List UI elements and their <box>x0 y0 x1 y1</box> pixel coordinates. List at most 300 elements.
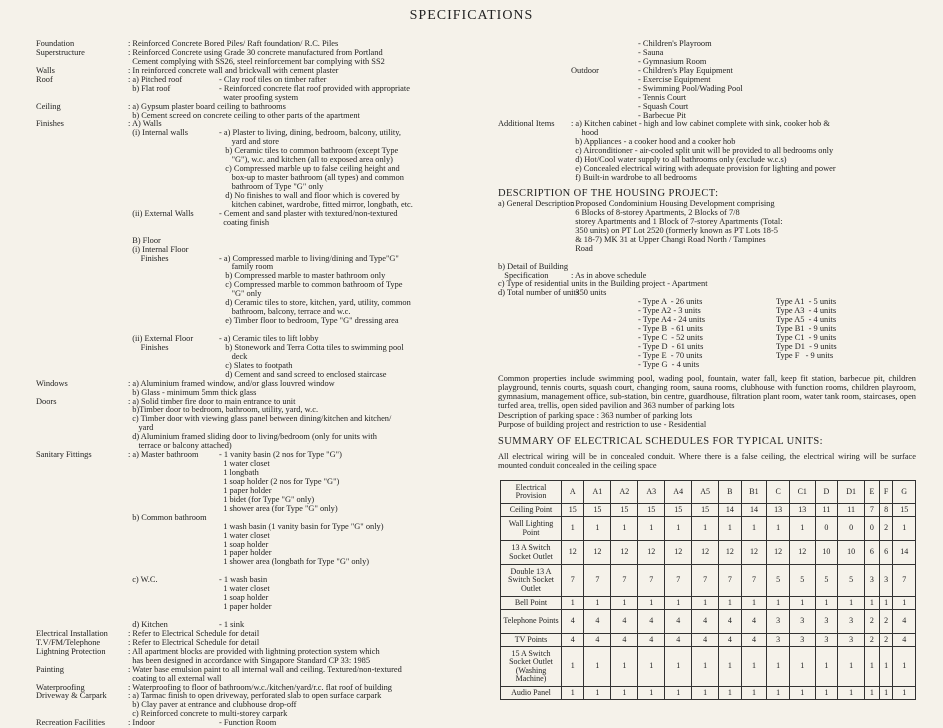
spec-text: b) Clay paver at entrance and clubhouse drop-off <box>128 701 297 710</box>
spec-text: bathroom, balcony, terrace and w.c. <box>219 308 351 317</box>
spec-line <box>36 58 488 67</box>
table-header-row <box>501 481 916 504</box>
table-cell: 1 <box>838 687 865 700</box>
spec-line <box>36 308 488 317</box>
spec-line <box>36 666 488 675</box>
spec-text: b) Stonework and Terra Cotta tiles to swimming pool <box>219 343 404 352</box>
table-cell: 1 <box>692 517 719 541</box>
spec-line <box>36 487 488 496</box>
table-cell: 1 <box>815 647 837 687</box>
spec-line <box>498 325 916 334</box>
spec-text: a) General Description <box>498 200 575 208</box>
spec-line <box>36 621 488 630</box>
table-cell: 1 <box>584 687 611 700</box>
spec-text: B) Floor <box>128 236 161 245</box>
spec-text: e) Timber floor to bedroom, Type "G" dressing area <box>219 317 399 326</box>
table-cell: 1 <box>692 597 719 610</box>
table-cell: 1 <box>584 597 611 610</box>
table-cell: 1 <box>767 517 789 541</box>
spec-text: 1 soap holder (2 nos for Type "G") <box>219 477 340 486</box>
spec-line <box>36 505 488 514</box>
spec-text: : A) Walls <box>128 120 162 129</box>
row-label: Bell Point <box>501 597 562 610</box>
table-cell: 1 <box>767 647 789 687</box>
table-cell: 1 <box>767 687 789 700</box>
spec-line <box>36 371 488 380</box>
table-cell: 7 <box>741 565 767 597</box>
spec-line <box>36 85 488 94</box>
row-label: TV Points <box>501 634 562 647</box>
spec-text: Finishes <box>128 343 169 352</box>
table-cell: 3 <box>815 634 837 647</box>
table-cell: 1 <box>741 647 767 687</box>
spec-line <box>498 120 916 129</box>
spec-line <box>36 514 488 523</box>
spec-text: 350 units) on PT Lot 2520 (formerly known as PT Lots 18-5 <box>571 226 778 235</box>
spec-text: - Sauna <box>638 48 664 57</box>
spec-line <box>36 138 488 147</box>
table-cell: 2 <box>879 610 893 634</box>
spec-line <box>498 218 916 227</box>
spec-text: : a) Aluminium framed window, and/or glass louvred window <box>128 379 335 388</box>
spec-text: : Reinforced Concrete using Grade 30 concrete manufactured from Portland <box>128 48 383 57</box>
table-cell: 13 <box>789 504 815 517</box>
spec-text: e) Concealed electrical wiring with adequate provision for lighting and power <box>571 165 836 174</box>
table-cell: 5 <box>767 565 789 597</box>
table-cell: 1 <box>741 687 767 700</box>
spec-line <box>36 612 488 621</box>
column-header: A1 <box>584 481 611 504</box>
spec-line <box>498 85 916 94</box>
spec-line <box>36 272 488 281</box>
spec-line <box>498 209 916 218</box>
table-cell: 1 <box>719 687 741 700</box>
spec-line <box>36 67 488 76</box>
table-cell: 4 <box>665 610 692 634</box>
table-cell: 1 <box>638 517 665 541</box>
spec-line <box>36 40 488 49</box>
spec-text: c) Type of residential units in the Building project - Apartment <box>498 280 708 289</box>
spec-text: b) Appliances - a cooker hood and a cooker hob <box>571 138 736 147</box>
spec-text: Type A5 - 4 units <box>776 316 837 325</box>
table-cell: 4 <box>741 610 767 634</box>
table-cell: 1 <box>611 517 638 541</box>
spec-text: - Exercise Equipment <box>638 75 711 84</box>
table-cell: 1 <box>665 687 692 700</box>
table-cell: 1 <box>665 517 692 541</box>
column-header: A4 <box>665 481 692 504</box>
table-cell: 1 <box>815 687 837 700</box>
row-label: Telephone Points <box>501 610 562 634</box>
table-cell: 4 <box>893 610 916 634</box>
table-cell: 4 <box>741 634 767 647</box>
table-cell: 13 <box>767 504 789 517</box>
column-header: B1 <box>741 481 767 504</box>
spec-text: Type D1 - 9 units <box>776 343 837 351</box>
spec-line <box>498 289 916 298</box>
table-cell: 3 <box>789 610 815 634</box>
spec-line <box>36 183 488 192</box>
spec-text: : a) Master bathroom <box>128 451 199 460</box>
spec-text: 1 longbath <box>219 469 259 477</box>
spec-line <box>498 227 916 236</box>
spec-text: 1 paper holder <box>219 603 272 612</box>
spec-text: d) Cement and sand screed to enclosed staircase <box>219 370 387 379</box>
table-cell: 4 <box>638 610 665 634</box>
housing-description <box>498 200 916 370</box>
spec-text: : In reinforced concrete wall and brickwall with cement plaster <box>128 66 339 75</box>
table-cell: 8 <box>879 504 893 517</box>
table-cell: 3 <box>767 634 789 647</box>
spec-line <box>498 165 916 174</box>
table-cell: 12 <box>741 541 767 565</box>
column-header: Electrical Provision <box>501 481 562 504</box>
spec-text: d) Kitchen <box>128 620 168 629</box>
spec-text: b) Glass - minimum 5mm thick glass <box>128 388 257 397</box>
building-purpose: Purpose of building project and restriction to use - Residential <box>498 419 707 429</box>
recreation-additional-items <box>498 40 916 183</box>
spec-line <box>36 380 488 389</box>
table-cell: 1 <box>789 647 815 687</box>
spec-line <box>498 147 916 156</box>
spec-text: - Type D - 61 units <box>638 343 704 351</box>
table-cell: 15 <box>611 504 638 517</box>
table-cell: 12 <box>611 541 638 565</box>
spec-line <box>498 129 916 138</box>
spec-text: family room <box>219 263 274 272</box>
spec-line <box>498 58 916 67</box>
spec-line <box>498 236 916 245</box>
spec-line <box>498 200 916 209</box>
table-cell: 5 <box>838 565 865 597</box>
spec-text: Road <box>571 244 593 253</box>
spec-text: Painting <box>36 665 64 674</box>
spec-text: 1 water closet <box>219 585 270 594</box>
table-cell: 4 <box>611 634 638 647</box>
spec-text: yard and store <box>219 138 280 147</box>
table-cell: 1 <box>611 687 638 700</box>
table-cell: 1 <box>741 517 767 541</box>
table-cell: 1 <box>893 517 916 541</box>
spec-line <box>36 657 488 666</box>
spec-text: b) Common bathroom <box>128 513 207 522</box>
table-cell: 12 <box>562 541 584 565</box>
table-cell: 7 <box>584 565 611 597</box>
column-header: E <box>865 481 880 504</box>
spec-text: Type F - 9 units <box>776 351 834 360</box>
spec-text: - a) Ceramic tiles to lift lobby <box>219 334 319 343</box>
table-cell: 12 <box>638 541 665 565</box>
table-cell: 2 <box>865 634 880 647</box>
table-cell: 10 <box>838 541 865 565</box>
column-header: C1 <box>789 481 815 504</box>
table-cell: 5 <box>789 565 815 597</box>
table-cell: 15 <box>562 504 584 517</box>
spec-line <box>36 165 488 174</box>
spec-line <box>498 94 916 103</box>
table-cell: 1 <box>562 687 584 700</box>
table-cell: 12 <box>665 541 692 565</box>
spec-text: - Function Room <box>219 719 277 728</box>
spec-text: yard <box>128 424 154 433</box>
page-title: SPECIFICATIONS <box>409 8 534 23</box>
table-cell: 1 <box>741 597 767 610</box>
spec-text: - 1 wash basin <box>219 576 268 585</box>
spec-line <box>36 317 488 326</box>
table-cell: 7 <box>611 565 638 597</box>
table-cell: 4 <box>611 610 638 634</box>
table-cell: 3 <box>838 634 865 647</box>
table-cell: 3 <box>838 610 865 634</box>
spec-line <box>36 532 488 541</box>
table-cell: 15 <box>584 504 611 517</box>
spec-text: : a) Pitched roof <box>128 75 183 84</box>
spec-text: coating to all external wall <box>128 674 222 683</box>
spec-line <box>498 156 916 165</box>
table-cell: 7 <box>562 565 584 597</box>
table-cell: 14 <box>719 504 741 517</box>
table-cell: 1 <box>638 687 665 700</box>
spec-line <box>498 352 916 361</box>
spec-line <box>36 701 488 710</box>
spec-text: : All apartment blocks are provided with lightning protection system which <box>128 647 380 656</box>
table-cell: 1 <box>562 517 584 541</box>
spec-text: c) Timber door with viewing glass panel between dining/kitchen and kitchen/ <box>128 415 392 424</box>
row-label: 15 A Switch Socket Outlet (Washing Machine) <box>501 647 562 687</box>
table-cell: 1 <box>789 517 815 541</box>
specifications-right-column <box>498 40 916 470</box>
table-cell: 4 <box>692 610 719 634</box>
table-row <box>501 634 916 647</box>
spec-text: : 350 units <box>571 289 607 298</box>
spec-text: - Reinforced concrete flat roof provided with appropriate <box>219 84 410 93</box>
spec-text: - 1 sink <box>219 620 245 629</box>
table-cell: 4 <box>562 634 584 647</box>
spec-line <box>498 272 916 281</box>
table-row <box>501 504 916 517</box>
spec-text: Cement complying with SS26, steel reinforcement bar complying with SS2 <box>128 57 385 66</box>
spec-text: : a) Solid timber fire door to main entrance to unit <box>128 397 296 406</box>
spec-text: - Tennis Court <box>638 93 687 102</box>
parking-description: Description of parking space : 363 number of parking lots <box>498 410 693 420</box>
spec-line <box>36 290 488 299</box>
column-header: C <box>767 481 789 504</box>
spec-text: : a) Gypsum plaster board ceiling to bathrooms <box>128 102 286 111</box>
spec-line <box>36 201 488 210</box>
spec-line <box>36 103 488 112</box>
table-cell: 1 <box>611 597 638 610</box>
spec-text: bathroom of Type "G" only <box>219 183 324 191</box>
spec-line <box>36 719 488 728</box>
table-cell: 1 <box>665 597 692 610</box>
row-label: Audio Panel <box>501 687 562 700</box>
spec-line <box>498 245 916 254</box>
spec-text: Type A3 - 4 units <box>776 307 837 316</box>
table-cell: 7 <box>665 565 692 597</box>
table-cell: 3 <box>789 634 815 647</box>
spec-line <box>36 94 488 103</box>
column-header: G <box>893 481 916 504</box>
spec-text: - Type G - 4 units <box>638 360 700 369</box>
table-cell: 1 <box>584 647 611 687</box>
spec-line <box>36 255 488 264</box>
spec-line <box>36 219 488 228</box>
table-cell: 4 <box>665 634 692 647</box>
table-cell: 1 <box>893 687 916 700</box>
table-cell: 0 <box>815 517 837 541</box>
spec-text: f) Built-in wardrobe to all bedrooms <box>571 174 697 183</box>
spec-line <box>36 692 488 701</box>
spec-text: c) W.C. <box>128 576 158 585</box>
column-header: A2 <box>611 481 638 504</box>
electrical-schedule-table <box>500 480 916 700</box>
table-cell: 0 <box>838 517 865 541</box>
spec-line <box>498 112 916 121</box>
spec-text: kitchen cabinet, wardrobe, fitted mirror, longbath, etc. <box>219 200 413 209</box>
spec-text: coating finish <box>219 218 270 227</box>
spec-line <box>498 307 916 316</box>
spec-line <box>498 263 916 272</box>
spec-text: - Type E - 70 units <box>638 351 703 360</box>
spec-line <box>36 469 488 478</box>
table-row <box>501 565 916 597</box>
spec-line <box>36 710 488 719</box>
spec-text: - 1 vanity basin (2 nos for Type "G") <box>219 451 342 460</box>
spec-line <box>498 334 916 343</box>
table-cell: 12 <box>692 541 719 565</box>
spec-line <box>498 316 916 325</box>
table-cell: 14 <box>741 504 767 517</box>
spec-text: b) Detail of Building <box>498 262 569 271</box>
spec-text: Waterproofing <box>36 683 85 692</box>
table-cell: 2 <box>879 517 893 541</box>
spec-text: - a) Compressed marble to living/dining and Type"G" <box>219 254 399 263</box>
spec-text: - Children's Playroom <box>638 40 712 48</box>
spec-line <box>36 549 488 558</box>
spec-line <box>36 120 488 129</box>
table-cell: 1 <box>719 647 741 687</box>
spec-text: Type B1 - 9 units <box>776 325 837 334</box>
spec-text: (ii) External Walls <box>128 209 194 218</box>
spec-text: Specification <box>498 271 549 280</box>
spec-text: (i) Internal walls <box>128 129 188 138</box>
table-cell: 12 <box>584 541 611 565</box>
table-cell: 4 <box>893 634 916 647</box>
table-cell: 4 <box>638 634 665 647</box>
spec-line <box>36 246 488 255</box>
spec-text: Windows <box>36 379 68 388</box>
spec-text: 6 Blocks of 8-storey Apartments, 2 Blocks of 7/8 <box>571 208 740 217</box>
table-cell: 1 <box>838 647 865 687</box>
table-cell: 1 <box>638 597 665 610</box>
table-cell: 1 <box>815 597 837 610</box>
spec-text: 1 paper holder <box>219 486 272 495</box>
row-label: 13 A Switch Socket Outlet <box>501 541 562 565</box>
spec-text: d) Aluminium framed sliding door to living/bedroom (only for units with <box>128 433 377 442</box>
spec-text: - Clay roof tiles on timber rafter <box>219 75 327 84</box>
spec-text: Outdoor <box>571 66 599 75</box>
table-cell: 3 <box>815 610 837 634</box>
spec-text: d) Total number of units <box>498 289 580 298</box>
spec-line <box>498 254 916 263</box>
spec-text: Superstructure <box>36 48 85 57</box>
spec-text: 1 wash basin (1 vanity basin for Type "G" only) <box>219 522 384 531</box>
column-header: D <box>815 481 837 504</box>
table-cell: 4 <box>692 634 719 647</box>
spec-line <box>36 326 488 335</box>
table-cell: 1 <box>562 597 584 610</box>
spec-line <box>36 147 488 156</box>
spec-line <box>36 49 488 58</box>
spec-text: - Type A4 - 24 units <box>638 316 705 325</box>
table-cell: 4 <box>584 634 611 647</box>
spec-line <box>36 585 488 594</box>
spec-text: - Cement and sand plaster with textured/non-textured <box>219 209 398 218</box>
spec-line <box>36 478 488 487</box>
table-cell: 1 <box>584 517 611 541</box>
spec-line <box>498 76 916 85</box>
table-cell: 3 <box>767 610 789 634</box>
table-cell: 1 <box>865 687 880 700</box>
spec-text: & 18-7) MK 31 at Upper Changi Road North / Tampines <box>571 235 766 244</box>
table-cell: 15 <box>893 504 916 517</box>
spec-text: (i) Internal Floor <box>128 245 189 254</box>
spec-text: Additional Items <box>498 120 555 129</box>
column-header: B <box>719 481 741 504</box>
table-row <box>501 541 916 565</box>
spec-line <box>36 156 488 165</box>
spec-line <box>36 192 488 201</box>
table-cell: 1 <box>865 647 880 687</box>
spec-text: deck <box>219 352 248 361</box>
spec-text: c) Slates to footpath <box>219 361 293 370</box>
table-cell: 7 <box>865 504 880 517</box>
table-cell: 1 <box>865 597 880 610</box>
spec-line <box>498 174 916 183</box>
spec-line <box>36 237 488 246</box>
spec-text: Driveway & Carpark <box>36 692 107 701</box>
column-header: A3 <box>638 481 665 504</box>
table-cell: 4 <box>719 610 741 634</box>
row-label: Double 13 A Switch Socket Outlet <box>501 565 562 597</box>
spec-text: Finishes <box>128 254 169 263</box>
table-cell: 0 <box>865 517 880 541</box>
row-label: Wall Lighting Point <box>501 517 562 541</box>
spec-text: 1 soap holder <box>219 540 269 549</box>
table-cell: 1 <box>767 597 789 610</box>
spec-line <box>36 281 488 290</box>
spec-text: - a) Plaster to living, dining, bedroom, balcony, utility, <box>219 129 401 138</box>
spec-text: Doors <box>36 397 57 406</box>
spec-text: Foundation <box>36 40 75 48</box>
spec-line <box>36 639 488 648</box>
spec-text: : Reinforced Concrete Bored Piles/ Raft foundation/ R.C. Piles <box>128 40 339 48</box>
table-row <box>501 610 916 634</box>
spec-text: b)Timber door to bedroom, bathroom, utility, yard, w.c. <box>128 406 319 415</box>
table-cell: 15 <box>692 504 719 517</box>
spec-text: 1 paper holder <box>219 549 272 558</box>
spec-text: c) Compressed marble up to false ceiling height and <box>219 165 400 174</box>
table-cell: 1 <box>789 597 815 610</box>
description-header: DESCRIPTION OF THE HOUSING PROJECT: <box>498 188 719 199</box>
row-label: Ceiling Point <box>501 504 562 517</box>
spec-line <box>498 361 916 370</box>
table-cell: 5 <box>815 565 837 597</box>
spec-line <box>36 406 488 415</box>
spec-line <box>36 567 488 576</box>
spec-text: Roof <box>36 75 53 84</box>
column-header: F <box>879 481 893 504</box>
